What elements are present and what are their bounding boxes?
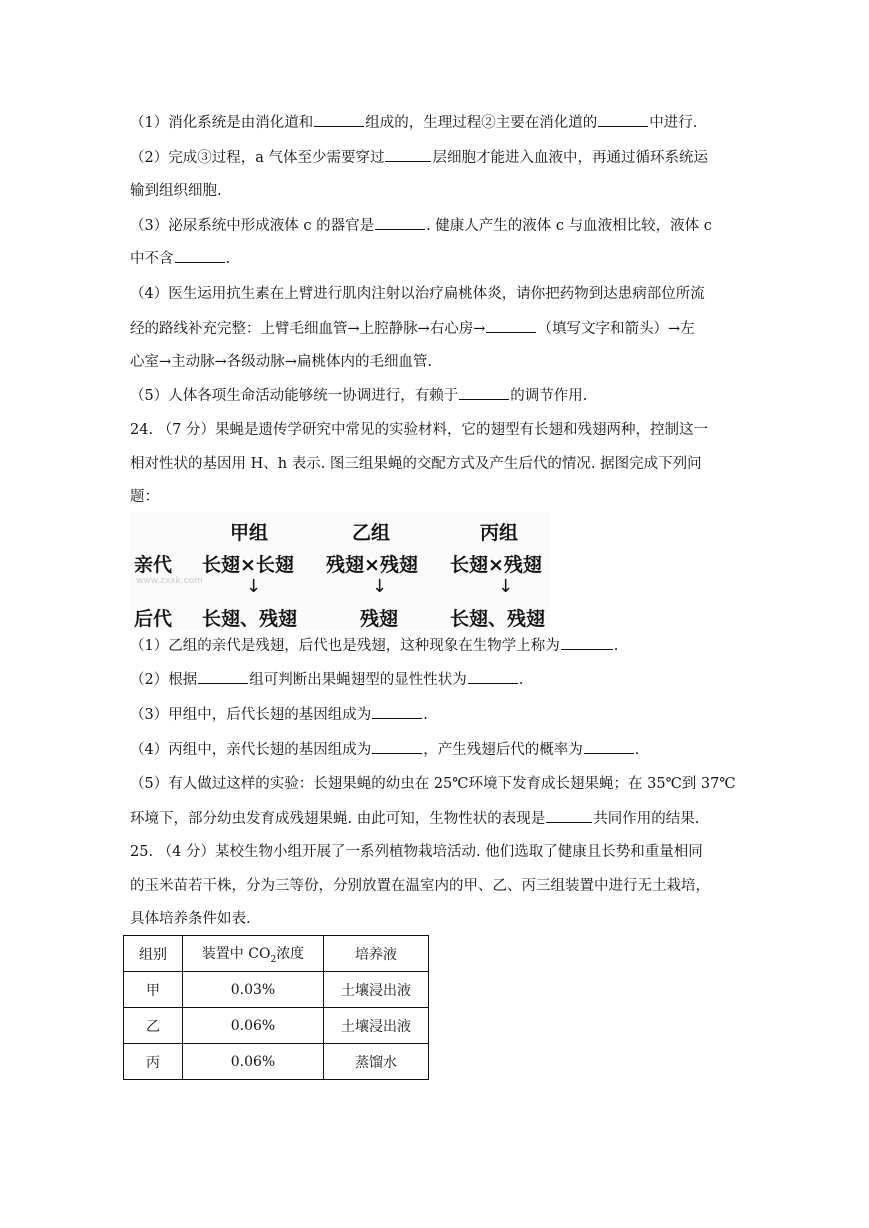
parent-cross-yi: 残翅×残翅 xyxy=(326,554,418,576)
header-co2-concentration xyxy=(183,936,324,972)
q24-sub2-text-b: 组可判断出果蝇翅型的显性性状为 xyxy=(249,672,467,688)
answer-blank[interactable] xyxy=(584,739,634,754)
q23-sub1 xyxy=(130,112,740,133)
cell-co2: 0.06% xyxy=(183,1008,324,1044)
q25-stem-text-3: 具体培养条件如表. xyxy=(130,911,251,927)
q25-stem-text-1: 25. （4 分）某校生物小组开展了一系列植物栽培活动. 他们选取了健康且长势和重量相同 xyxy=(130,844,703,860)
group-label-jia: 甲组 xyxy=(230,522,269,544)
group-label-yi: 乙组 xyxy=(352,522,391,544)
cell-medium: 土壤浸出液 xyxy=(324,972,429,1008)
q24-sub4 xyxy=(130,739,740,760)
q24-sub3-text-a: （3）甲组中，后代长翅的基因组成为 xyxy=(130,707,372,723)
q25-stem-text-2: 的玉米苗若干株，分为三等份，分别放置在温室内的甲、乙、丙三组装置中进行无土栽培， xyxy=(130,878,710,894)
answer-blank[interactable] xyxy=(598,112,648,127)
q23-sub3-text-b: . 健康人产生的液体 c 与血液相比较，液体 c xyxy=(426,218,712,234)
q23-sub4-cont-text-b: （填写文字和箭头）→左 xyxy=(537,321,695,337)
q24-stem-line1 xyxy=(130,420,740,440)
watermark-text: www.zxxk.com xyxy=(136,576,203,586)
q24-sub2-text-a: （2）根据 xyxy=(130,672,198,688)
table-row xyxy=(124,1044,429,1080)
q23-sub3-cont-text-a: 中不含 xyxy=(130,251,174,267)
cell-group: 甲 xyxy=(124,972,183,1008)
q23-sub1-text-b: 组成的，生理过程②主要在消化道的 xyxy=(365,115,598,131)
q23-sub1-text-a: （1）消化系统是由消化道和 xyxy=(130,115,314,131)
answer-blank[interactable] xyxy=(468,669,518,684)
parent-cross-bing: 长翅×残翅 xyxy=(450,554,542,576)
answer-blank[interactable] xyxy=(459,385,509,400)
arrow-down-icon: ↓ xyxy=(246,576,262,597)
cell-co2: 0.06% xyxy=(183,1044,324,1080)
table-header-row xyxy=(124,936,429,972)
q24-sub4-text-b: ，产生残翅后代的概率为 xyxy=(423,742,583,758)
cross-diagram xyxy=(130,512,550,630)
arrow-down-icon: ↓ xyxy=(498,576,514,597)
row-label-parent: 亲代 xyxy=(134,554,173,576)
q23-sub5 xyxy=(130,385,740,406)
header-group: 组别 xyxy=(124,936,183,972)
header-concentration-text: 浓度 xyxy=(276,945,305,962)
answer-blank[interactable] xyxy=(385,147,431,162)
q24-sub4-text-a: （4）丙组中，亲代长翅的基因组成为 xyxy=(130,742,372,758)
q24-sub3 xyxy=(130,704,740,725)
q24-sub1 xyxy=(130,635,740,656)
q23-sub5-text-a: （5）人体各项生命活动能够统一协调进行，有赖于 xyxy=(130,388,459,404)
culture-conditions-table xyxy=(123,935,429,1080)
parent-cross-jia: 长翅×长翅 xyxy=(202,554,294,576)
q25-stem-line1 xyxy=(130,842,740,862)
row-label-offspring: 后代 xyxy=(134,608,173,630)
cell-co2: 0.03% xyxy=(183,972,324,1008)
table-row xyxy=(124,972,429,1008)
header-culture-medium: 培养液 xyxy=(324,936,429,972)
q23-sub2 xyxy=(130,147,740,168)
q23-sub3-text-a: （3）泌尿系统中形成液体 c 的器官是 xyxy=(130,218,375,234)
q23-sub5-text-b: 的调节作用. xyxy=(510,388,588,404)
answer-blank[interactable] xyxy=(175,248,225,263)
q23-sub2-text-b: 层细胞才能进入血液中，再通过循环系统运 xyxy=(432,150,708,166)
q24-sub5 xyxy=(130,774,740,794)
q24-sub2 xyxy=(130,669,740,690)
q24-stem-line2 xyxy=(130,454,740,474)
cell-group: 乙 xyxy=(124,1008,183,1044)
q24-sub4-text-c: . xyxy=(634,742,640,758)
header-co2-text: 装置中 CO xyxy=(201,945,271,962)
q23-sub4-cont xyxy=(130,318,740,339)
cell-medium: 蒸馏水 xyxy=(324,1044,429,1080)
q24-stem-line3 xyxy=(130,487,740,507)
q24-sub5-text: （5）有人做过这样的实验：长翅果蝇的幼虫在 25℃环境下发育成长翅果蝇；在 35℃到 37℃ xyxy=(130,776,736,792)
q24-sub1-text-b: . xyxy=(613,638,619,654)
q23-sub2-cont xyxy=(130,181,740,201)
q24-sub5-cont xyxy=(130,808,740,829)
q23-sub3-cont xyxy=(130,248,740,269)
offspring-bing: 长翅、残翅 xyxy=(450,608,546,630)
q24-sub3-text-b: . xyxy=(423,707,428,723)
q23-sub2-cont-text: 输到组织细胞. xyxy=(130,183,222,199)
answer-blank[interactable] xyxy=(198,669,248,684)
q23-sub3 xyxy=(130,215,740,236)
answer-blank[interactable] xyxy=(546,808,592,823)
header-co2-subscript: 2 xyxy=(270,954,277,965)
q24-stem-text-3: 题： xyxy=(130,489,159,505)
cell-medium: 土壤浸出液 xyxy=(324,1008,429,1044)
q25-stem-line3 xyxy=(130,909,740,929)
table-row xyxy=(124,1008,429,1044)
group-label-bing: 丙组 xyxy=(480,522,519,544)
q24-stem-text-2: 相对性状的基因用 H、h 表示. 图三组果蝇的交配方式及产生后代的情况. 据图完成下列问 xyxy=(130,456,702,472)
arrow-down-icon: ↓ xyxy=(372,576,388,597)
q24-sub5-cont-text-a: 环境下，部分幼虫发育成残翅果蝇. 由此可知，生物性状的表现是 xyxy=(130,811,546,827)
q24-sub1-text-a: （1）乙组的亲代是残翅，后代也是残翅，这种现象在生物学上称为 xyxy=(130,638,560,654)
answer-blank[interactable] xyxy=(561,635,613,650)
answer-blank[interactable] xyxy=(486,318,536,333)
q25-stem-line2 xyxy=(130,876,740,896)
q23-sub1-text-c: 中进行. xyxy=(649,115,698,131)
answer-blank[interactable] xyxy=(314,112,364,127)
q24-stem-text-1: 24. （7 分）果蝇是遗传学研究中常见的实验材料，它的翅型有长翅和残翅两种，控制这一 xyxy=(130,422,708,438)
cell-group: 丙 xyxy=(124,1044,183,1080)
q23-sub4-cont2-text: 心室→主动脉→各级动脉→扁桃体内的毛细血管. xyxy=(130,354,433,370)
q23-sub4-cont-text-a: 经的路线补充完整：上臂毛细血管→上腔静脉→右心房→ xyxy=(130,321,486,337)
answer-blank[interactable] xyxy=(375,215,425,230)
q24-sub2-text-c: . xyxy=(518,672,524,688)
offspring-jia: 长翅、残翅 xyxy=(202,608,298,630)
answer-blank[interactable] xyxy=(372,739,422,754)
offspring-yi: 残翅 xyxy=(360,608,399,630)
q23-sub4-text: （4）医生运用抗生素在上臂进行肌肉注射以治疗扁桃体炎，请你把药物到达患病部位所流 xyxy=(130,286,705,302)
q23-sub4-cont2 xyxy=(130,352,740,372)
q23-sub4 xyxy=(130,284,740,304)
q23-sub3-cont-text-b: . xyxy=(225,251,231,267)
answer-blank[interactable] xyxy=(372,704,422,719)
q23-sub2-text-a: （2）完成③过程，a 气体至少需要穿过 xyxy=(130,150,385,166)
q24-sub5-cont-text-b: 共同作用的结果. xyxy=(593,811,700,827)
